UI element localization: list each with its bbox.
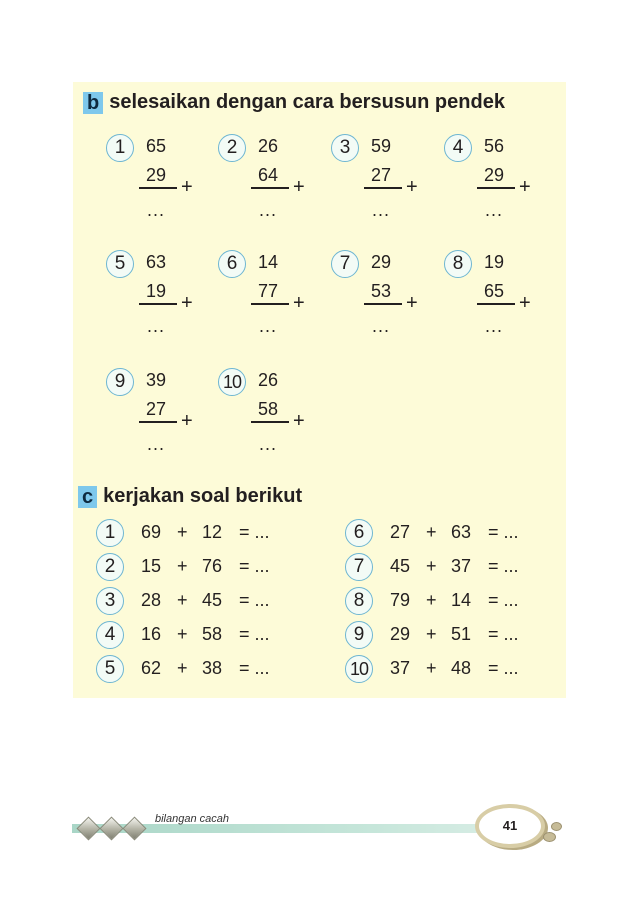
addend-b: 12 (202, 522, 223, 542)
vertical-addition-problem (331, 250, 441, 350)
plus-sign: + (293, 176, 305, 198)
answer-blank: ... (147, 316, 166, 336)
addend-top: 56 (484, 136, 505, 156)
plus-sign: + (181, 176, 193, 198)
answer-blank: = ... (239, 624, 270, 644)
answer-blank: ... (147, 200, 166, 220)
sum-line (139, 421, 177, 423)
section-b-letter: b (83, 92, 103, 114)
addend-bottom: 29 (484, 165, 505, 185)
plus-sign: + (519, 292, 531, 314)
plus-sign: + (406, 176, 418, 198)
answer-blank: = ... (239, 590, 270, 610)
addend-top: 65 (146, 136, 167, 156)
problem-number-badge: 9 (345, 621, 373, 649)
problem-number-badge: 1 (106, 134, 134, 162)
plus-sign: + (406, 292, 418, 314)
horizontal-addition-problem (96, 587, 316, 617)
vertical-addition-problem (331, 134, 441, 234)
addend-bottom: 29 (146, 165, 167, 185)
vertical-addition-problem (106, 368, 216, 468)
answer-blank: ... (485, 200, 504, 220)
addend-bottom: 65 (484, 281, 505, 301)
addend-b: 51 (451, 624, 472, 644)
problem-number-badge: 8 (444, 250, 472, 278)
addend-bottom: 77 (258, 281, 279, 301)
plus-sign: + (181, 410, 193, 432)
horizontal-addition-problem (96, 553, 316, 583)
addend-top: 39 (146, 370, 167, 390)
vertical-addition-problem (444, 134, 554, 234)
addend-a: 69 (141, 522, 162, 542)
addend-b: 37 (451, 556, 472, 576)
section-c-title: kerjakan soal berikut (103, 485, 303, 507)
sum-line (364, 187, 402, 189)
problem-number-badge: 7 (331, 250, 359, 278)
problem-number-badge: 10 (345, 655, 373, 683)
plus-sign: + (426, 522, 437, 542)
addend-b: 63 (451, 522, 472, 542)
answer-blank: = ... (239, 522, 270, 542)
addend-top: 14 (258, 252, 279, 272)
plus-sign: + (426, 590, 437, 610)
addend-b: 14 (451, 590, 472, 610)
addend-b: 38 (202, 658, 223, 678)
problem-number-badge: 6 (218, 250, 246, 278)
problem-number-badge: 3 (96, 587, 124, 615)
problem-number-badge: 2 (96, 553, 124, 581)
problem-number-badge: 10 (218, 368, 246, 396)
addend-top: 59 (371, 136, 392, 156)
addend-a: 45 (390, 556, 411, 576)
vertical-addition-problem (218, 250, 328, 350)
problem-number-badge: 4 (96, 621, 124, 649)
plus-sign: + (177, 658, 188, 678)
plus-sign: + (426, 624, 437, 644)
vertical-addition-problem (218, 134, 328, 234)
addend-b: 48 (451, 658, 472, 678)
vertical-addition-problem (218, 368, 328, 468)
sum-line (139, 303, 177, 305)
horizontal-addition-problem (345, 621, 565, 651)
horizontal-addition-problem (96, 621, 316, 651)
plus-sign: + (426, 556, 437, 576)
problem-number-badge: 3 (331, 134, 359, 162)
answer-blank: = ... (488, 556, 519, 576)
problem-number-badge: 9 (106, 368, 134, 396)
sum-line (251, 187, 289, 189)
vertical-addition-problem (444, 250, 554, 350)
addend-b: 58 (202, 624, 223, 644)
addend-a: 16 (141, 624, 162, 644)
addend-bottom: 53 (371, 281, 392, 301)
addend-a: 37 (390, 658, 411, 678)
addend-a: 15 (141, 556, 162, 576)
addend-bottom: 27 (146, 399, 167, 419)
addend-b: 76 (202, 556, 223, 576)
addend-top: 29 (371, 252, 392, 272)
diamond-ornament-icon (99, 816, 123, 840)
plus-sign: + (177, 522, 188, 542)
plus-sign: + (181, 292, 193, 314)
sum-line (251, 421, 289, 423)
addend-a: 62 (141, 658, 162, 678)
diamond-ornament-icon (122, 816, 146, 840)
sum-line (477, 187, 515, 189)
answer-blank: ... (259, 316, 278, 336)
horizontal-addition-problem (96, 519, 316, 549)
plus-sign: + (519, 176, 531, 198)
vertical-addition-problem (106, 250, 216, 350)
answer-blank: ... (372, 200, 391, 220)
chapter-title: bilangan cacah (155, 813, 230, 825)
plus-sign: + (426, 658, 437, 678)
addend-a: 79 (390, 590, 411, 610)
plus-sign: + (293, 410, 305, 432)
horizontal-addition-problem (345, 655, 565, 685)
answer-blank: ... (259, 434, 278, 454)
problem-number-badge: 6 (345, 519, 373, 547)
horizontal-addition-problem (96, 655, 316, 685)
addend-a: 29 (390, 624, 411, 644)
addend-bottom: 27 (371, 165, 392, 185)
answer-blank: = ... (488, 658, 519, 678)
section-b-header (83, 91, 505, 114)
problem-number-badge: 4 (444, 134, 472, 162)
answer-blank: = ... (488, 522, 519, 542)
horizontal-addition-problem (345, 587, 565, 617)
sum-line (364, 303, 402, 305)
answer-blank: ... (485, 316, 504, 336)
section-b-title: selesaikan dengan cara bersusun pendek (109, 91, 505, 113)
addend-bottom: 19 (146, 281, 167, 301)
page-number: 41 (475, 804, 545, 848)
problem-number-badge: 1 (96, 519, 124, 547)
problem-number-badge: 5 (106, 250, 134, 278)
bubble-ornament-icon (543, 832, 556, 842)
problem-number-badge: 8 (345, 587, 373, 615)
addend-top: 63 (146, 252, 167, 272)
answer-blank: = ... (239, 658, 270, 678)
plus-sign: + (293, 292, 305, 314)
section-c-letter: c (78, 486, 97, 508)
answer-blank: = ... (488, 590, 519, 610)
plus-sign: + (177, 624, 188, 644)
sum-line (477, 303, 515, 305)
plus-sign: + (177, 556, 188, 576)
addend-top: 19 (484, 252, 505, 272)
addend-top: 26 (258, 136, 279, 156)
answer-blank: = ... (488, 624, 519, 644)
addend-top: 26 (258, 370, 279, 390)
problem-number-badge: 7 (345, 553, 373, 581)
section-c-header (78, 485, 302, 508)
plus-sign: + (177, 590, 188, 610)
answer-blank: = ... (239, 556, 270, 576)
answer-blank: ... (259, 200, 278, 220)
problem-number-badge: 2 (218, 134, 246, 162)
bubble-ornament-icon (551, 822, 562, 831)
horizontal-addition-problem (345, 519, 565, 549)
addend-b: 45 (202, 590, 223, 610)
addend-a: 28 (141, 590, 162, 610)
answer-blank: ... (147, 434, 166, 454)
addend-bottom: 58 (258, 399, 279, 419)
horizontal-addition-problem (345, 553, 565, 583)
sum-line (251, 303, 289, 305)
addend-bottom: 64 (258, 165, 279, 185)
diamond-ornament-icon (76, 816, 100, 840)
vertical-addition-problem (106, 134, 216, 234)
sum-line (139, 187, 177, 189)
answer-blank: ... (372, 316, 391, 336)
addend-a: 27 (390, 522, 411, 542)
problem-number-badge: 5 (96, 655, 124, 683)
